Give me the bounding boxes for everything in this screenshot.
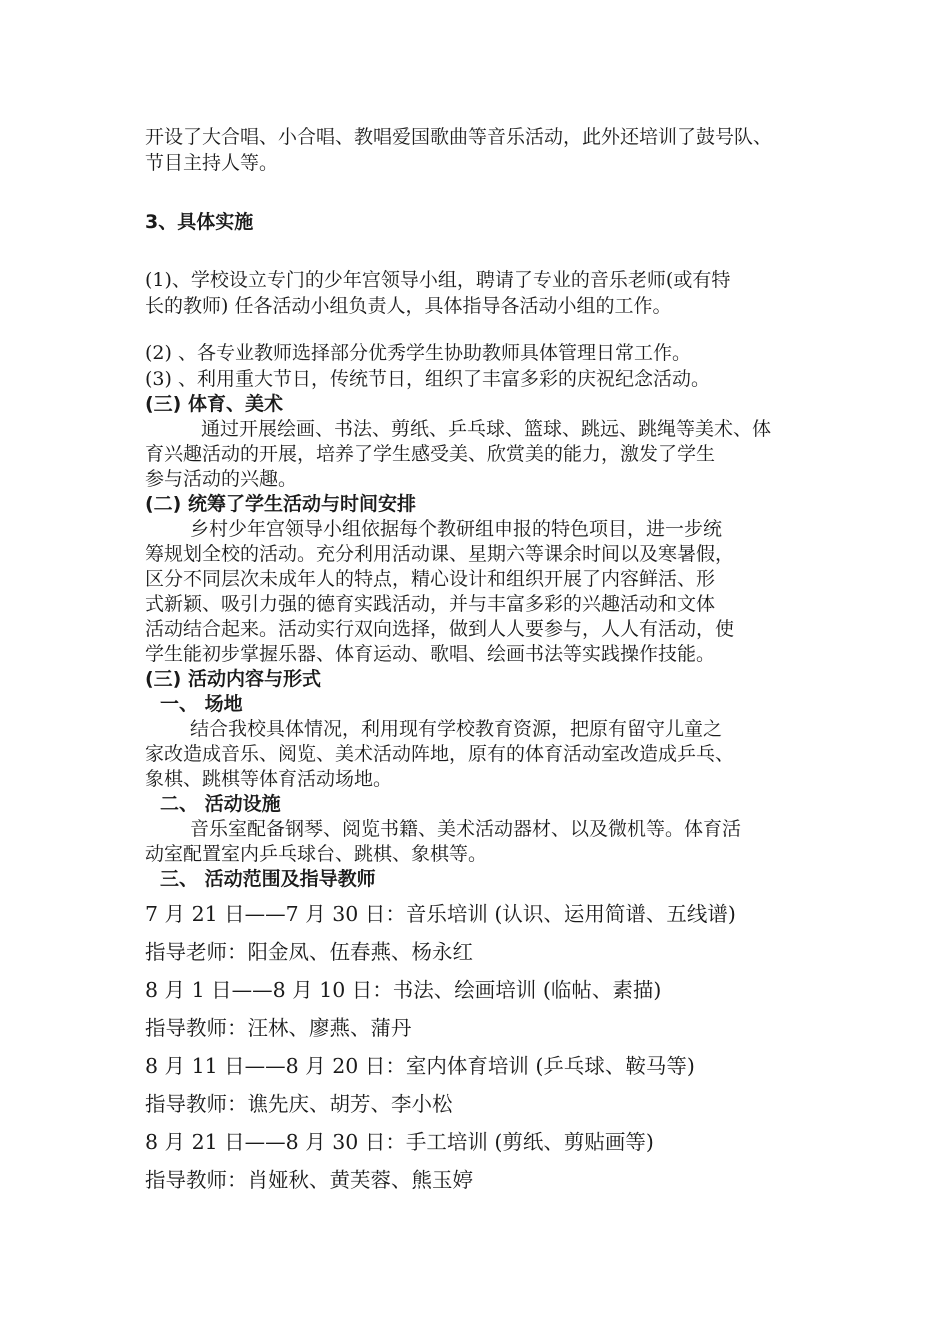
body-line: 动室配置室内乒乓球台、跳棋、象棋等。 <box>145 843 488 865</box>
teacher-line: 指导教师：肖娅秋、黄芙蓉、熊玉婷 <box>145 1168 473 1192</box>
item-heading: 二、 活动设施 <box>160 793 281 815</box>
item-heading: 一、 场地 <box>160 693 243 715</box>
body-line: 式新颖、吸引力强的德育实践活动，并与丰富多彩的兴趣活动和文体 <box>145 593 716 615</box>
paragraph-first-line: 通过开展绘画、书法、剪纸、乒乓球、篮球、跳远、跳绳等美术、体 <box>201 418 772 440</box>
body-line: 活动结合起来。活动实行双向选择，做到人人要参与，人人有活动，使 <box>145 618 735 640</box>
body-line: 区分不同层次未成年人的特点，精心设计和组织开展了内容鲜活、形 <box>145 568 716 590</box>
list-item: (2) 、各专业教师选择部分优秀学生协助教师具体管理日常工作。 <box>145 342 691 364</box>
schedule-line: 8 月 21 日——8 月 30 日：手工培训 (剪纸、剪贴画等) <box>145 1130 654 1154</box>
body-line: 节目主持人等。 <box>145 152 279 174</box>
paragraph-first-line: 结合我校具体情况，利用现有学校教育资源，把原有留守儿童之 <box>190 718 723 740</box>
list-item: (3) 、利用重大节日，传统节日，组织了丰富多彩的庆祝纪念活动。 <box>145 368 710 390</box>
subsection-heading: (三) 体育、美术 <box>145 393 283 415</box>
paragraph-first-line: 音乐室配备钢琴、阅览书籍、美术活动器材、以及微机等。体育活 <box>190 818 742 840</box>
teacher-line: 指导教师：汪林、廖燕、蒲丹 <box>145 1016 412 1040</box>
body-line: 长的教师) 任各活动小组负责人，具体指导各活动小组的工作。 <box>145 295 672 317</box>
body-line: 育兴趣活动的开展，培养了学生感受美、欣赏美的能力，激发了学生 <box>145 443 716 465</box>
subsection-heading: (三) 活动内容与形式 <box>145 668 321 690</box>
teacher-line: 指导老师：阳金凤、伍春燕、杨永红 <box>145 940 473 964</box>
item-heading: 三、 活动范围及指导教师 <box>160 868 376 890</box>
body-line: 象棋、跳棋等体育活动场地。 <box>145 768 393 790</box>
teacher-line: 指导教师：谯先庆、胡芳、李小松 <box>145 1092 453 1116</box>
body-line: 参与活动的兴趣。 <box>145 468 298 490</box>
body-line: 家改造成音乐、阅览、美术活动阵地，原有的体育活动室改造成乒乓、 <box>145 743 735 765</box>
schedule-line: 8 月 1 日——8 月 10 日：书法、绘画培训 (临帖、素描) <box>145 978 662 1002</box>
subsection-heading: (二) 统筹了学生活动与时间安排 <box>145 493 416 515</box>
section-heading: 3、具体实施 <box>145 211 254 233</box>
body-line: 开设了大合唱、小合唱、教唱爱国歌曲等音乐活动，此外还培训了鼓号队、 <box>145 126 773 148</box>
schedule-line: 7 月 21 日——7 月 30 日：音乐培训 (认识、运用简谱、五线谱) <box>145 902 736 926</box>
body-line: 筹规划全校的活动。充分利用活动课、星期六等课余时间以及寒暑假， <box>145 543 735 565</box>
paragraph-first-line: 乡村少年宫领导小组依据每个教研组申报的特色项目，进一步统 <box>190 518 723 540</box>
schedule-line: 8 月 11 日——8 月 20 日：室内体育培训 (乒乓球、鞍马等) <box>145 1054 695 1078</box>
body-line: (1)、学校设立专门的少年宫领导小组，聘请了专业的音乐老师(或有特 <box>145 269 731 291</box>
body-line: 学生能初步掌握乐器、体育运动、歌唱、绘画书法等实践操作技能。 <box>145 643 716 665</box>
